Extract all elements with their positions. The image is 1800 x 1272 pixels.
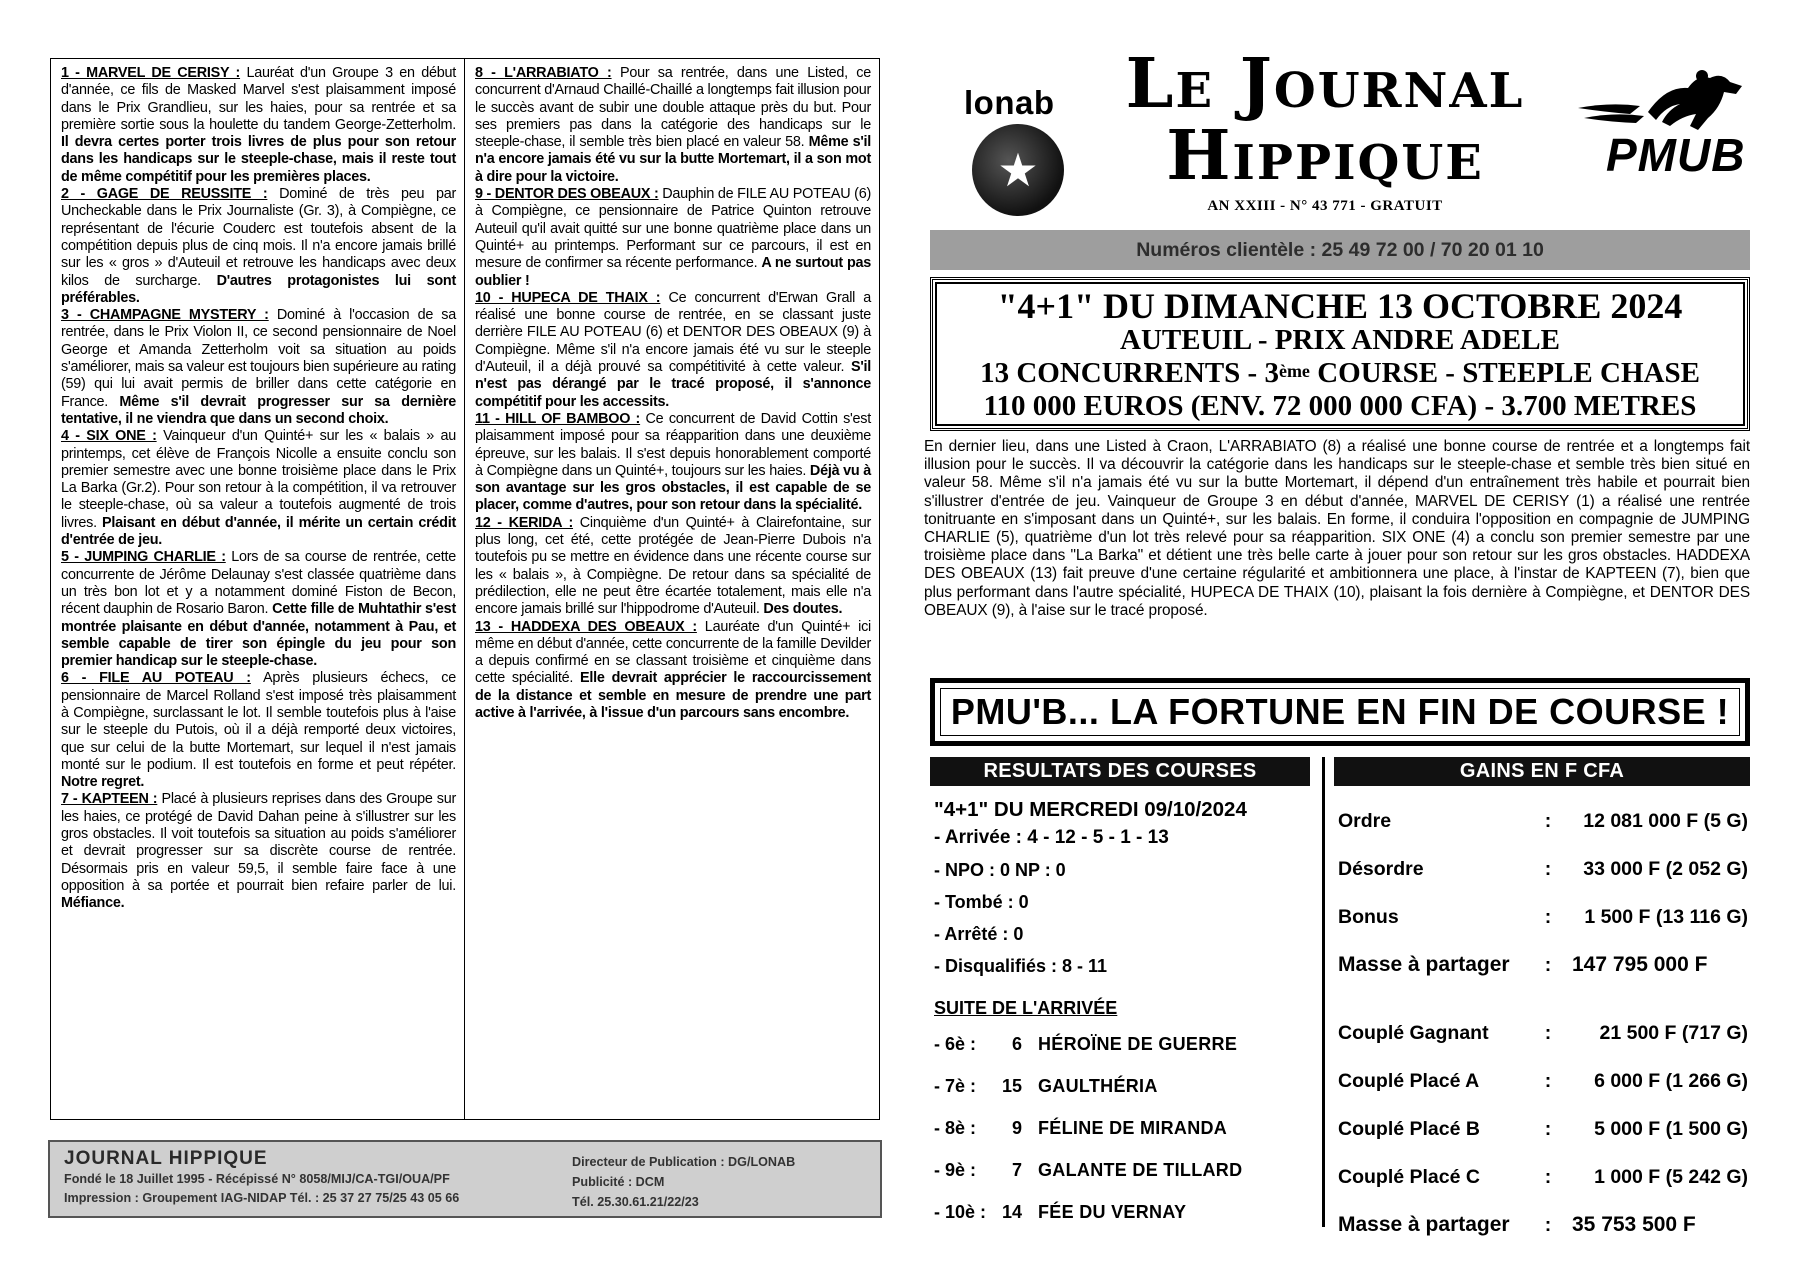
preview-column-1	[51, 59, 465, 1119]
masthead	[930, 44, 1760, 234]
pmub-wordmark: PMUB	[1606, 129, 1746, 181]
race-purse-distance: 110 000 EUROS (ENV. 72 000 000 CFA) - 3.700 METRES	[983, 390, 1697, 422]
gain-row: Ordre : 12 081 000 F (5 G)	[1338, 809, 1748, 832]
results-title: RESULTATS DES COURSES	[930, 757, 1310, 786]
results-panel	[930, 757, 1310, 1227]
gain-row: Couplé Gagnant : 21 500 F (717 G)	[1338, 1021, 1748, 1044]
newspaper-title	[1100, 44, 1550, 215]
gains-title: GAINS EN F CFA	[1334, 757, 1750, 786]
suite-title: SUITE DE L'ARRIVÉE	[934, 998, 1118, 1018]
results-stopped: - Arrêté : 0	[934, 924, 1024, 944]
edition-info: AN XXIII - N° 43 771 - GRATUIT	[1207, 198, 1443, 214]
results-race-heading: "4+1" DU MERCREDI 09/10/2024	[934, 798, 1247, 821]
results-npo: - NPO : 0 NP : 0	[934, 860, 1066, 880]
suite-list	[930, 1023, 1310, 1233]
title-line-2: Hippique	[1166, 116, 1484, 196]
lonab-star-icon: ★	[972, 124, 1064, 216]
gain-row: Couplé Placé C : 1 000 F (5 242 G)	[1338, 1165, 1748, 1188]
preview-entry: 10 - HUPECA DE THAIX : Ce concurrent d'Erwan Grall a réalisé une bonne course de rentrée, en se classant juste derrière FILE AU POTEAU (6) et DENTOR DES OBEAUX (9) à Compiègne. Même s'il n'a encore jamais été vu sur le steeple d'Auteuil, il a déjà prouvé sa compétitivité à cette valeur. S'il n'est pas dérangé par le tracé proposé, il s'annonce compétitif pour les accessits.	[475, 289, 871, 410]
race-summary: En dernier lieu, dans une Listed à Craon, L'ARRABIATO (8) a réalisé une bonne course de rentrée et a longtemps fait illusion pour le succès. Il va découvrir la catégorie dans les handicaps sur le steeple-chase et semble très bien situé en valeur 58. Même s'il n'a jamais été vu sur la butte Mortemart, il dépend d'un entraînement très habile et pourrait bien s'illustrer d'entrée de jeu. Vainqueur de Groupe 3 en début d'année, MARVEL DE CERISY (1) a réalisé une rentrée tonitruante en s'imposant dans un Quinté+, sur les balais. En forme, il conduira l'opposition en compagnie de JUMPING CHARLIE (5), quatrième d'un lot très relevé pour sa réapparition. SIX ONE (4) a conclu son premier semestre par une troisième place dans "La Barka" et détient une très belle carte à jouer pour son retour sur les gros obstacles. HADDEXA DES OBEAUX (13) fait preuve d'une certaine régularité et ambitionnera une place, à l'instar de KAPTEEN (7), bien que plus performant dans l'autre spécialité, HUPECA DE THAIX (10), plaisant la fois dernière à Compiègne, et DENTOR DES OBEAUX (9), à l'aise sur le tracé proposé.	[924, 438, 1750, 619]
gain-row: Couplé Placé B : 5 000 F (1 500 G)	[1338, 1117, 1748, 1140]
preview-entry: 13 - HADDEXA DES OBEAUX : Lauréate d'un Quinté+ ici même en début d'année, cette concurrente de la famille Devilder a depuis confirmé en se classant troisième et cinquième dans cette spécialité. Elle devrait apprécier le raccourcissement de la distance et semble en mesure de prendre une part active à l'arrivée, à l'issue d'un parcours sans encombre.	[475, 618, 872, 721]
race-headline-box	[930, 277, 1750, 431]
results-fallen: - Tombé : 0	[934, 892, 1029, 912]
footer-title: JOURNAL HIPPIQUE	[64, 1148, 268, 1169]
footer-left	[64, 1148, 572, 1210]
slogan-banner: PMU'B... LA FORTUNE EN FIN DE COURSE !	[930, 678, 1750, 746]
footer-founded: Fondé le 18 Juillet 1995 - Récépissé N° 8058/MIJ/CA-TGI/OUA/PF	[64, 1172, 450, 1186]
race-venue: AUTEUIL - PRIX ANDRE ADELE	[1120, 324, 1560, 356]
race-date: "4+1" DU DIMANCHE 13 OCTOBRE 2024	[997, 286, 1683, 326]
preview-column-2	[465, 59, 879, 1119]
preview-entry: 5 - JUMPING CHARLIE : Lors de sa course de rentrée, cette concurrente de Jérôme Delaunay s'est classée quatrième dans un très bon lot et y a notamment dominé Fiston de Becon, récent dauphin de Rosario Baron. Cette fille de Muhtathir s'est montrée plaisante en début d'année, notamment à Pau, et semble capable de tirer son épingle du jeu pour son premier handicap sur le steeple-chase.	[61, 549, 456, 670]
suite-row: - 7è : 15 GAULTHÉRIA	[934, 1076, 1158, 1096]
suite-row: - 8è : 9 FÉLINE DE MIRANDA	[934, 1118, 1228, 1138]
publication-footer	[48, 1140, 882, 1218]
preview-entry: 12 - KERIDA : Cinquième d'un Quinté+ à Clairefontaine, sur plus long, cet été, cette protégée de Jean-Pierre Dubois n'a toutefois pu se mettre en évidence dans une récente course sur les « balais », à Compiègne. De retour dans sa spécialité de prédilection, elle ne peut être écartée totalement, mais elle n'a encore jamais brillé sur l'hippodrome d'Auteuil. Des doutes.	[475, 514, 871, 618]
preview-entry: 4 - SIX ONE : Vainqueur d'un Quinté+ sur les « balais » au printemps, cet élève de François Nicolle a ensuite conclu son premier semestre avec une bonne troisième place dans le Prix La Barka (Gr.2). Pour son retour à la compétition, il va retrouver le steeple-chase, où sa valeur a toutefois augmenté de trois livres. Plaisant en début d'année, il mérite un certain crédit d'entrée de jeu.	[61, 428, 457, 549]
lonab-logo	[958, 70, 1088, 210]
gain-row: Désordre : 33 000 F (2 052 G)	[1338, 857, 1748, 880]
preview-entry: 3 - CHAMPAGNE MYSTERY : Dominé à l'occasion de sa rentrée, dans le Prix Violon II, ce second pensionnaire de Noel George et Amanda Zetterholm voit sa situation au poids s'améliorer, mais sa valeur est toujours bien supérieure au rating (59) qui lui avait permis de briller dans cette catégorie en France. Même s'il devrait progresser sur sa dernière tentative, il ne viendra que dans un second choix.	[61, 307, 457, 427]
horse-previews	[50, 58, 880, 1120]
preview-entry: 1 - MARVEL DE CERISY : Lauréat d'un Groupe 3 en début d'année, ce fils de Masked Marvel s'est plaisamment imposé dans le Prix Grandlieu, sur les haies, pour sa rentrée et sa première sortie sous la houlette du tandem George-Zetterholm. Il devra certes porter trois livres de plus pour son retour dans les handicaps sur le steeple-chase, mais il reste tout de même compétitif pour les premières places.	[61, 65, 456, 185]
preview-entry: 11 - HILL OF BAMBOO : Ce concurrent de David Cottin s'est plaisamment imposé pour sa réapparition dans une deuxième épreuve, sur les balais. Il s'est depuis honorablement comporté à Compiègne dans un Quinté+, toujours sur les haies. Déjà vu à son avantage sur les gros obstacles, il est capable de se placer, comme d'autres, pour son retour dans la spécialité.	[475, 410, 871, 514]
preview-entry: 7 - KAPTEEN : Placé à plusieurs reprises dans des Groupe sur les haies, ce protégé de David Dahan peine à s'illustrer sur les gros obstacles. Il voit toutefois sa situation au poids s'améliorer et devrait progresser sur sa discrète course de rentrée. Désormais pris en valeur 59,5, il semble faire face à une opposition à sa portée et pourrait bien refaire parler de lui. Méfiance.	[61, 791, 456, 912]
pmub-logo	[1570, 68, 1750, 198]
race-details: 13 CONCURRENTS - 3ème COURSE - STEEPLE CHASE	[980, 357, 1700, 389]
preview-entry: 6 - FILE AU POTEAU : Après plusieurs échecs, ce pensionnaire de Marcel Rolland s'est imposé très plaisamment à Compiègne, surclassant le lot. Il semble toutefois plus à l'aise sur le steeple du Putois, où il a déjà remporté deux victoires, que sur celui de la butte Mortemart, sur lequel il n'est jamais monté sur le podium. Il est toutefois en forme et peut répéter. Notre regret.	[61, 670, 456, 791]
footer-printing: Impression : Groupement IAG-NIDAP Tél. : 25 37 27 75/25 43 05 66	[64, 1191, 460, 1205]
lonab-wordmark: lonab	[964, 84, 1055, 121]
gain-row: Couplé Placé A : 6 000 F (1 266 G)	[1338, 1069, 1748, 1092]
suite-row: - 9è : 7 GALANTE DE TILLARD	[934, 1160, 1243, 1180]
customer-numbers-bar: Numéros clientèle : 25 49 72 00 / 70 20 01 10	[930, 230, 1750, 270]
footer-director: Directeur de Publication : DG/LONAB	[572, 1155, 796, 1169]
results-disqualified: - Disqualifiés : 8 - 11	[934, 956, 1108, 976]
footer-phone: Tél. 25.30.61.21/22/23	[572, 1195, 699, 1209]
gains-panel	[1334, 757, 1750, 1236]
gain-row-total: Masse à partager : 35 753 500 F	[1338, 1213, 1696, 1236]
results-arrival: - Arrivée : 4 - 12 - 5 - 1 - 13	[934, 827, 1169, 848]
suite-row: - 6è : 6 HÉROÏNE DE GUERRE	[934, 1034, 1238, 1054]
column-divider	[1322, 757, 1325, 1227]
footer-right	[572, 1148, 866, 1210]
preview-entry: 2 - GAGE DE REUSSITE : Dominé de très peu par Uncheckable dans le Prix Journaliste (Gr. 3), à Compiègne, ce représentant de l'écurie Couderc est toutefois absent de la compétition depuis plus de cinq mois. Il n'a encore jamais brillé sur les « gros » d'Auteuil et retrouve les handicaps avec deux kilos de surcharge. D'autres protagonistes lui sont préférables.	[61, 186, 456, 306]
footer-advertising: Publicité : DCM	[572, 1175, 665, 1189]
preview-entry: 9 - DENTOR DES OBEAUX : Dauphin de FILE AU POTEAU (6) à Compiègne, ce pensionnaire de Patrice Quinton retrouve Auteuil qu'il avait quitté sur une bonne quatrième place dans un Quinté+ au printemps. Performant sur ce parcours, il est en mesure de confirmer sa récente performance. A ne surtout pas oublier !	[475, 186, 871, 289]
gain-row: Bonus : 1 500 F (13 116 G)	[1338, 905, 1748, 928]
gain-row-total: Masse à partager : 147 795 000 F	[1338, 953, 1708, 976]
gains-list	[1334, 797, 1750, 1249]
preview-entry: 8 - L'ARRABIATO : Pour sa rentrée, dans une Listed, ce concurrent d'Arnaud Chaillé-Chaillé a longtemps fait illusion pour le succès avant de subir une double attaque près du but. Pour ses premiers pas dans la catégorie des handicaps sur le steeple-chase, il semble très bien placé en valeur 58. Même s'il n'a encore jamais été vu sur la butte Mortemart, il a son mot à dire pour la victoire.	[475, 65, 871, 185]
title-line-1: Le Journal	[1125, 44, 1525, 124]
suite-row: - 10è : 14 FÉE DU VERNAY	[934, 1202, 1187, 1222]
